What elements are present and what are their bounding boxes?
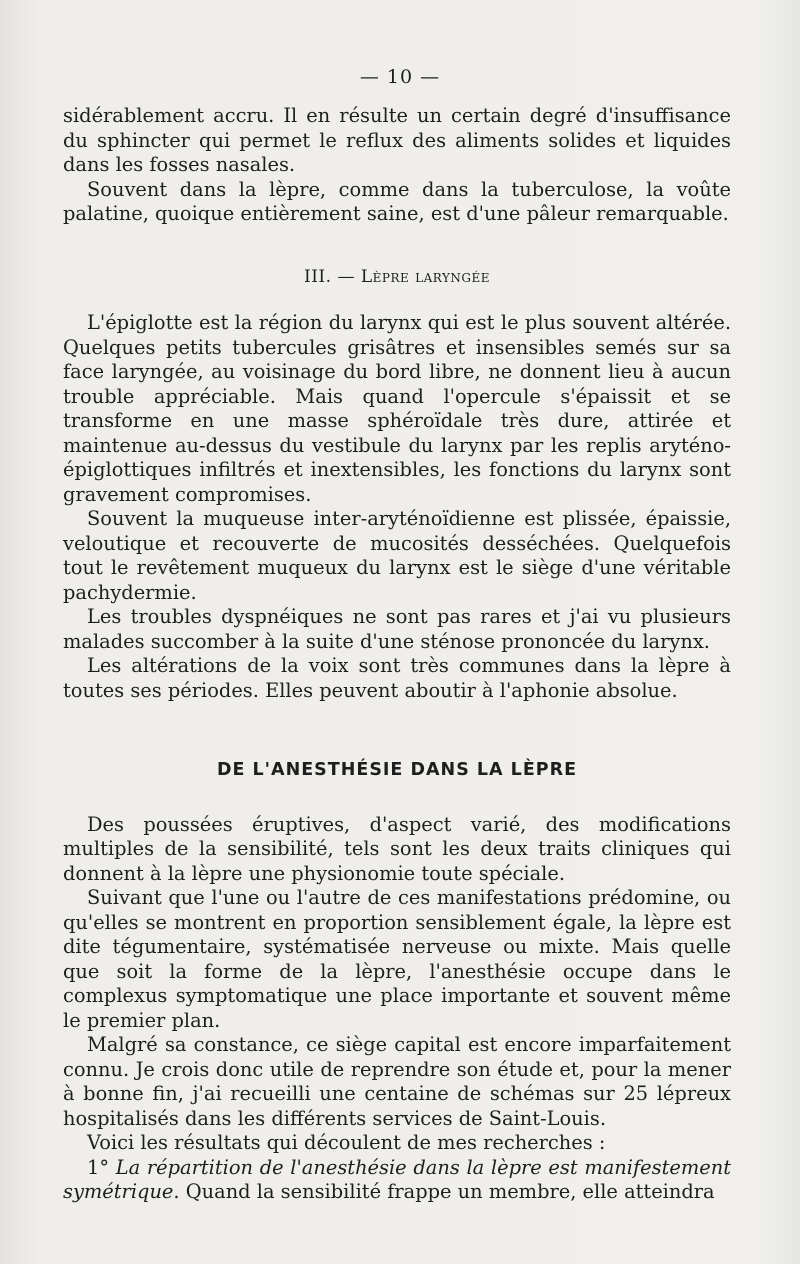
paragraph: Souvent dans la lèpre, comme dans la tuberculose, la voûte palatine, quoique entièrement saine, est d'une pâleur remarquable. xyxy=(63,177,731,225)
page-body xyxy=(63,104,731,1205)
paragraph: Suivant que l'une ou l'autre de ces manifestations prédomine, ou qu'elles se montrent en proportion sensiblement égale, la lèpre est dite tégumentaire, systématisée nerveuse ou mixte. Mais quelle que soit la forme de la lèpre, l'anesthésie occupe dans le complexus symptomatique une place importante et souvent même le premier plan. xyxy=(63,886,731,1032)
paragraph: Malgré sa constance, ce siège capital est encore imparfaitement connu. Je crois donc utile de reprendre son étude et, pour la mener à bonne fin, j'ai recueilli une centaine de schémas sur 25 lépreux hospitalisés dans les différents services de Saint-Louis. xyxy=(63,1033,731,1130)
paragraph: Voici les résultats qui découlent de mes recherches : xyxy=(87,1131,606,1154)
italic-statement: La répartition de l'anesthésie dans la lèpre est manifestement symétrique xyxy=(63,1155,731,1203)
paragraph: Les troubles dyspnéiques ne sont pas rares et j'ai vu plusieurs malades succomber à la suite d'une sténose prononcée du larynx. xyxy=(63,605,731,653)
paragraph xyxy=(63,1156,731,1205)
paragraph: sidérablement accru. Il en résulte un certain degré d'insuffisance du sphincter qui permet le reflux des aliments solides et liquides dans les fosses nasales. xyxy=(63,104,731,176)
page-number: — 10 — xyxy=(359,66,441,88)
section-numeral: III. — xyxy=(303,266,361,287)
section-heading xyxy=(63,265,731,290)
section-title: Lèpre laryngée xyxy=(360,266,490,287)
paragraph: Souvent la muqueuse inter-aryténoïdienne est plissée, épaissie, veloutique et recouverte de mucosités desséchées. Quelquefois tout le revêtement muqueux du larynx est le siège d'une véritable pachydermie. xyxy=(63,507,731,604)
paragraph: Les altérations de la voix sont très communes dans la lèpre à toutes ses périodes. Elles peuvent aboutir à l'aphonie absolue. xyxy=(63,654,731,702)
paragraph-continuation: . Quand la sensibilité frappe un membre, elle atteindra xyxy=(173,1180,715,1203)
paragraph: L'épiglotte est la région du larynx qui est le plus souvent altérée. Quelques petits tubercules grisâtres et insensibles semés sur sa face laryngée, au voisinage du bord libre, ne donnent lieu à aucun trouble appréciable. Mais quand l'opercule s'épaissit et se transforme en une masse sphéroïdale très dure, attirée et maintenue au-dessus du vestibule du larynx par les replis aryténo-épiglottiques infiltrés et inextensibles, les fonctions du larynx sont gravement compromises. xyxy=(63,311,731,506)
list-number: 1° xyxy=(87,1155,116,1179)
paragraph: Des poussées éruptives, d'aspect varié, des modifications multiples de la sensibilité, tels sont les deux traits cliniques qui donnent à la lèpre une physionomie toute spéciale. xyxy=(63,812,731,885)
chapter-title: DE L'ANESTHÉSIE DANS LA LÈPRE xyxy=(216,760,578,780)
